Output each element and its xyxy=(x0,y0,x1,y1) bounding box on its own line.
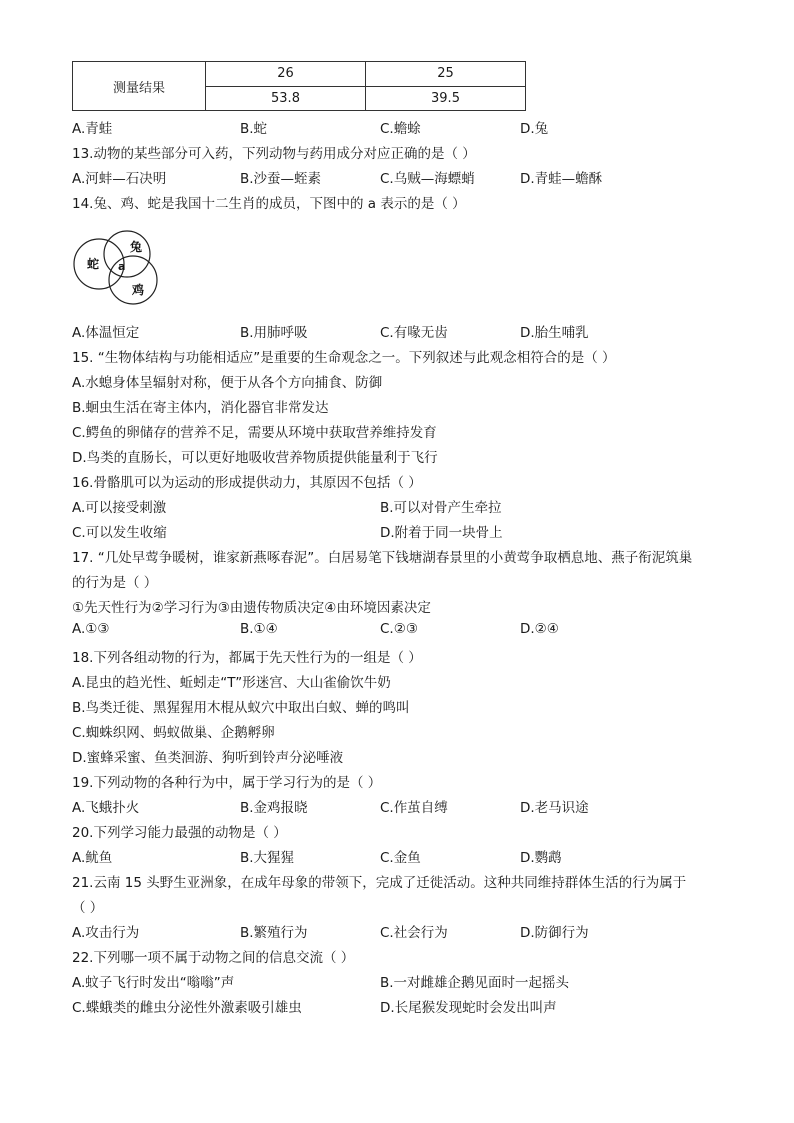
q19-stem: 19.下列动物的各种行为中，属于学习行为的是（ ） xyxy=(72,775,382,791)
measurement-table xyxy=(72,61,526,111)
q19-option-d: D.老马识途 xyxy=(520,800,589,816)
table-cell: 53.8 xyxy=(206,86,366,111)
q22-option-d: D.长尾猴发现蛇时会发出叫声 xyxy=(380,1000,557,1016)
q19-option-c: C.作茧自缚 xyxy=(380,800,448,816)
table-label: 测量结果 xyxy=(73,62,206,111)
q15-option-c: C.鳄鱼的卵储存的营养不足，需要从环境中获取营养维持发育 xyxy=(72,425,437,441)
venn-label-rabbit: 兔 xyxy=(130,240,143,254)
table-cell: 26 xyxy=(206,62,366,87)
q12-option-a: A.青蛙 xyxy=(72,121,113,137)
q14-stem: 14.兔、鸡、蛇是我国十二生肖的成员，下图中的 a 表示的是（ ） xyxy=(72,196,466,212)
q21-stem-line1: 21.云南 15 头野生亚洲象，在成年母象的带领下，完成了迁徙活动。这种共同维持群体生活的行为属于 xyxy=(72,875,687,891)
q17-option-a: A.①③ xyxy=(72,621,110,637)
q15-option-d: D.鸟类的直肠长，可以更好地吸收营养物质提供能量利于飞行 xyxy=(72,450,438,466)
q12-option-c: C.蟾蜍 xyxy=(380,121,421,137)
q15-option-a: A.水螅身体呈辐射对称，便于从各个方向捕食、防御 xyxy=(72,375,383,391)
q16-option-d: D.附着于同一块骨上 xyxy=(380,525,503,541)
q20-option-b: B.大猩猩 xyxy=(240,850,295,866)
q16-stem: 16.骨骼肌可以为运动的形成提供动力，其原因不包括（ ） xyxy=(72,475,422,491)
q21-stem-line2: （ ） xyxy=(72,900,104,916)
q14-option-a: A.体温恒定 xyxy=(72,325,140,341)
q16-option-b: B.可以对骨产生牵拉 xyxy=(380,500,502,516)
q22-option-a: A.蚊子飞行时发出“嗡嗡”声 xyxy=(72,975,235,991)
q21-option-a: A.攻击行为 xyxy=(72,925,140,941)
venn-diagram xyxy=(72,230,167,305)
q15-option-b: B.蛔虫生活在寄主体内，消化器官非常发达 xyxy=(72,400,329,416)
q18-option-d: D.蜜蜂采蜜、鱼类洄游、狗听到铃声分泌唾液 xyxy=(72,750,344,766)
q12-option-d: D.兔 xyxy=(520,121,549,137)
q17-stem-line1: 17. “几处早莺争暖树，谁家新燕啄春泥”。白居易笔下钱塘湖春景里的小黄莺争取栖息地、燕子衔泥筑巢 xyxy=(72,550,693,566)
q18-option-b: B.鸟类迁徙、黑猩猩用木棍从蚁穴中取出白蚁、蝉的鸣叫 xyxy=(72,700,410,716)
table-cell: 39.5 xyxy=(366,86,526,111)
q22-option-c: C.蝶蛾类的雌虫分泌性外激素吸引雄虫 xyxy=(72,1000,302,1016)
q17-stem-line2: 的行为是（ ） xyxy=(72,575,158,591)
q21-option-b: B.繁殖行为 xyxy=(240,925,308,941)
venn-label-center: a xyxy=(118,260,126,273)
q13-option-a: A.河蚌—石决明 xyxy=(72,171,167,187)
q17-option-b: B.①④ xyxy=(240,621,278,637)
q18-stem: 18.下列各组动物的行为，都属于先天性行为的一组是（ ） xyxy=(72,650,422,666)
q13-option-d: D.青蛙—蟾酥 xyxy=(520,171,603,187)
q21-option-d: D.防御行为 xyxy=(520,925,589,941)
q13-option-c: C.乌贼—海螵蛸 xyxy=(380,171,475,187)
q15-stem: 15. “生物体结构与功能相适应”是重要的生命观念之一。下列叙述与此观念相符合的是（ ） xyxy=(72,350,616,366)
q22-option-b: B.一对雌雄企鹅见面时一起摇头 xyxy=(380,975,570,991)
q14-option-d: D.胎生哺乳 xyxy=(520,325,589,341)
q14-option-b: B.用肺呼吸 xyxy=(240,325,308,341)
q12-option-b: B.蛇 xyxy=(240,121,268,137)
q18-option-a: A.昆虫的趋光性、蚯蚓走“T”形迷宫、大山雀偷饮牛奶 xyxy=(72,675,391,691)
q20-stem: 20.下列学习能力最强的动物是（ ） xyxy=(72,825,287,841)
q13-stem: 13.动物的某些部分可入药，下列动物与药用成分对应正确的是（ ） xyxy=(72,146,476,162)
q17-choices: ①先天性行为②学习行为③由遗传物质决定④由环境因素决定 xyxy=(72,600,431,616)
q13-option-b: B.沙蚕—蛭素 xyxy=(240,171,322,187)
q18-option-c: C.蜘蛛织网、蚂蚁做巢、企鹅孵卵 xyxy=(72,725,275,741)
q19-option-a: A.飞蛾扑火 xyxy=(72,800,140,816)
q19-option-b: B.金鸡报晓 xyxy=(240,800,308,816)
q22-stem: 22.下列哪一项不属于动物之间的信息交流（ ） xyxy=(72,950,355,966)
q16-option-a: A.可以接受刺激 xyxy=(72,500,167,516)
q14-option-c: C.有喙无齿 xyxy=(380,325,448,341)
q20-option-a: A.鱿鱼 xyxy=(72,850,113,866)
q17-option-c: C.②③ xyxy=(380,621,418,637)
q20-option-d: D.鹦鹉 xyxy=(520,850,562,866)
q21-option-c: C.社会行为 xyxy=(380,925,448,941)
q16-option-c: C.可以发生收缩 xyxy=(72,525,167,541)
q20-option-c: C.金鱼 xyxy=(380,850,421,866)
venn-label-snake: 蛇 xyxy=(87,257,100,271)
venn-label-chicken: 鸡 xyxy=(132,283,145,297)
q17-option-d: D.②④ xyxy=(520,621,559,637)
table-cell: 25 xyxy=(366,62,526,87)
